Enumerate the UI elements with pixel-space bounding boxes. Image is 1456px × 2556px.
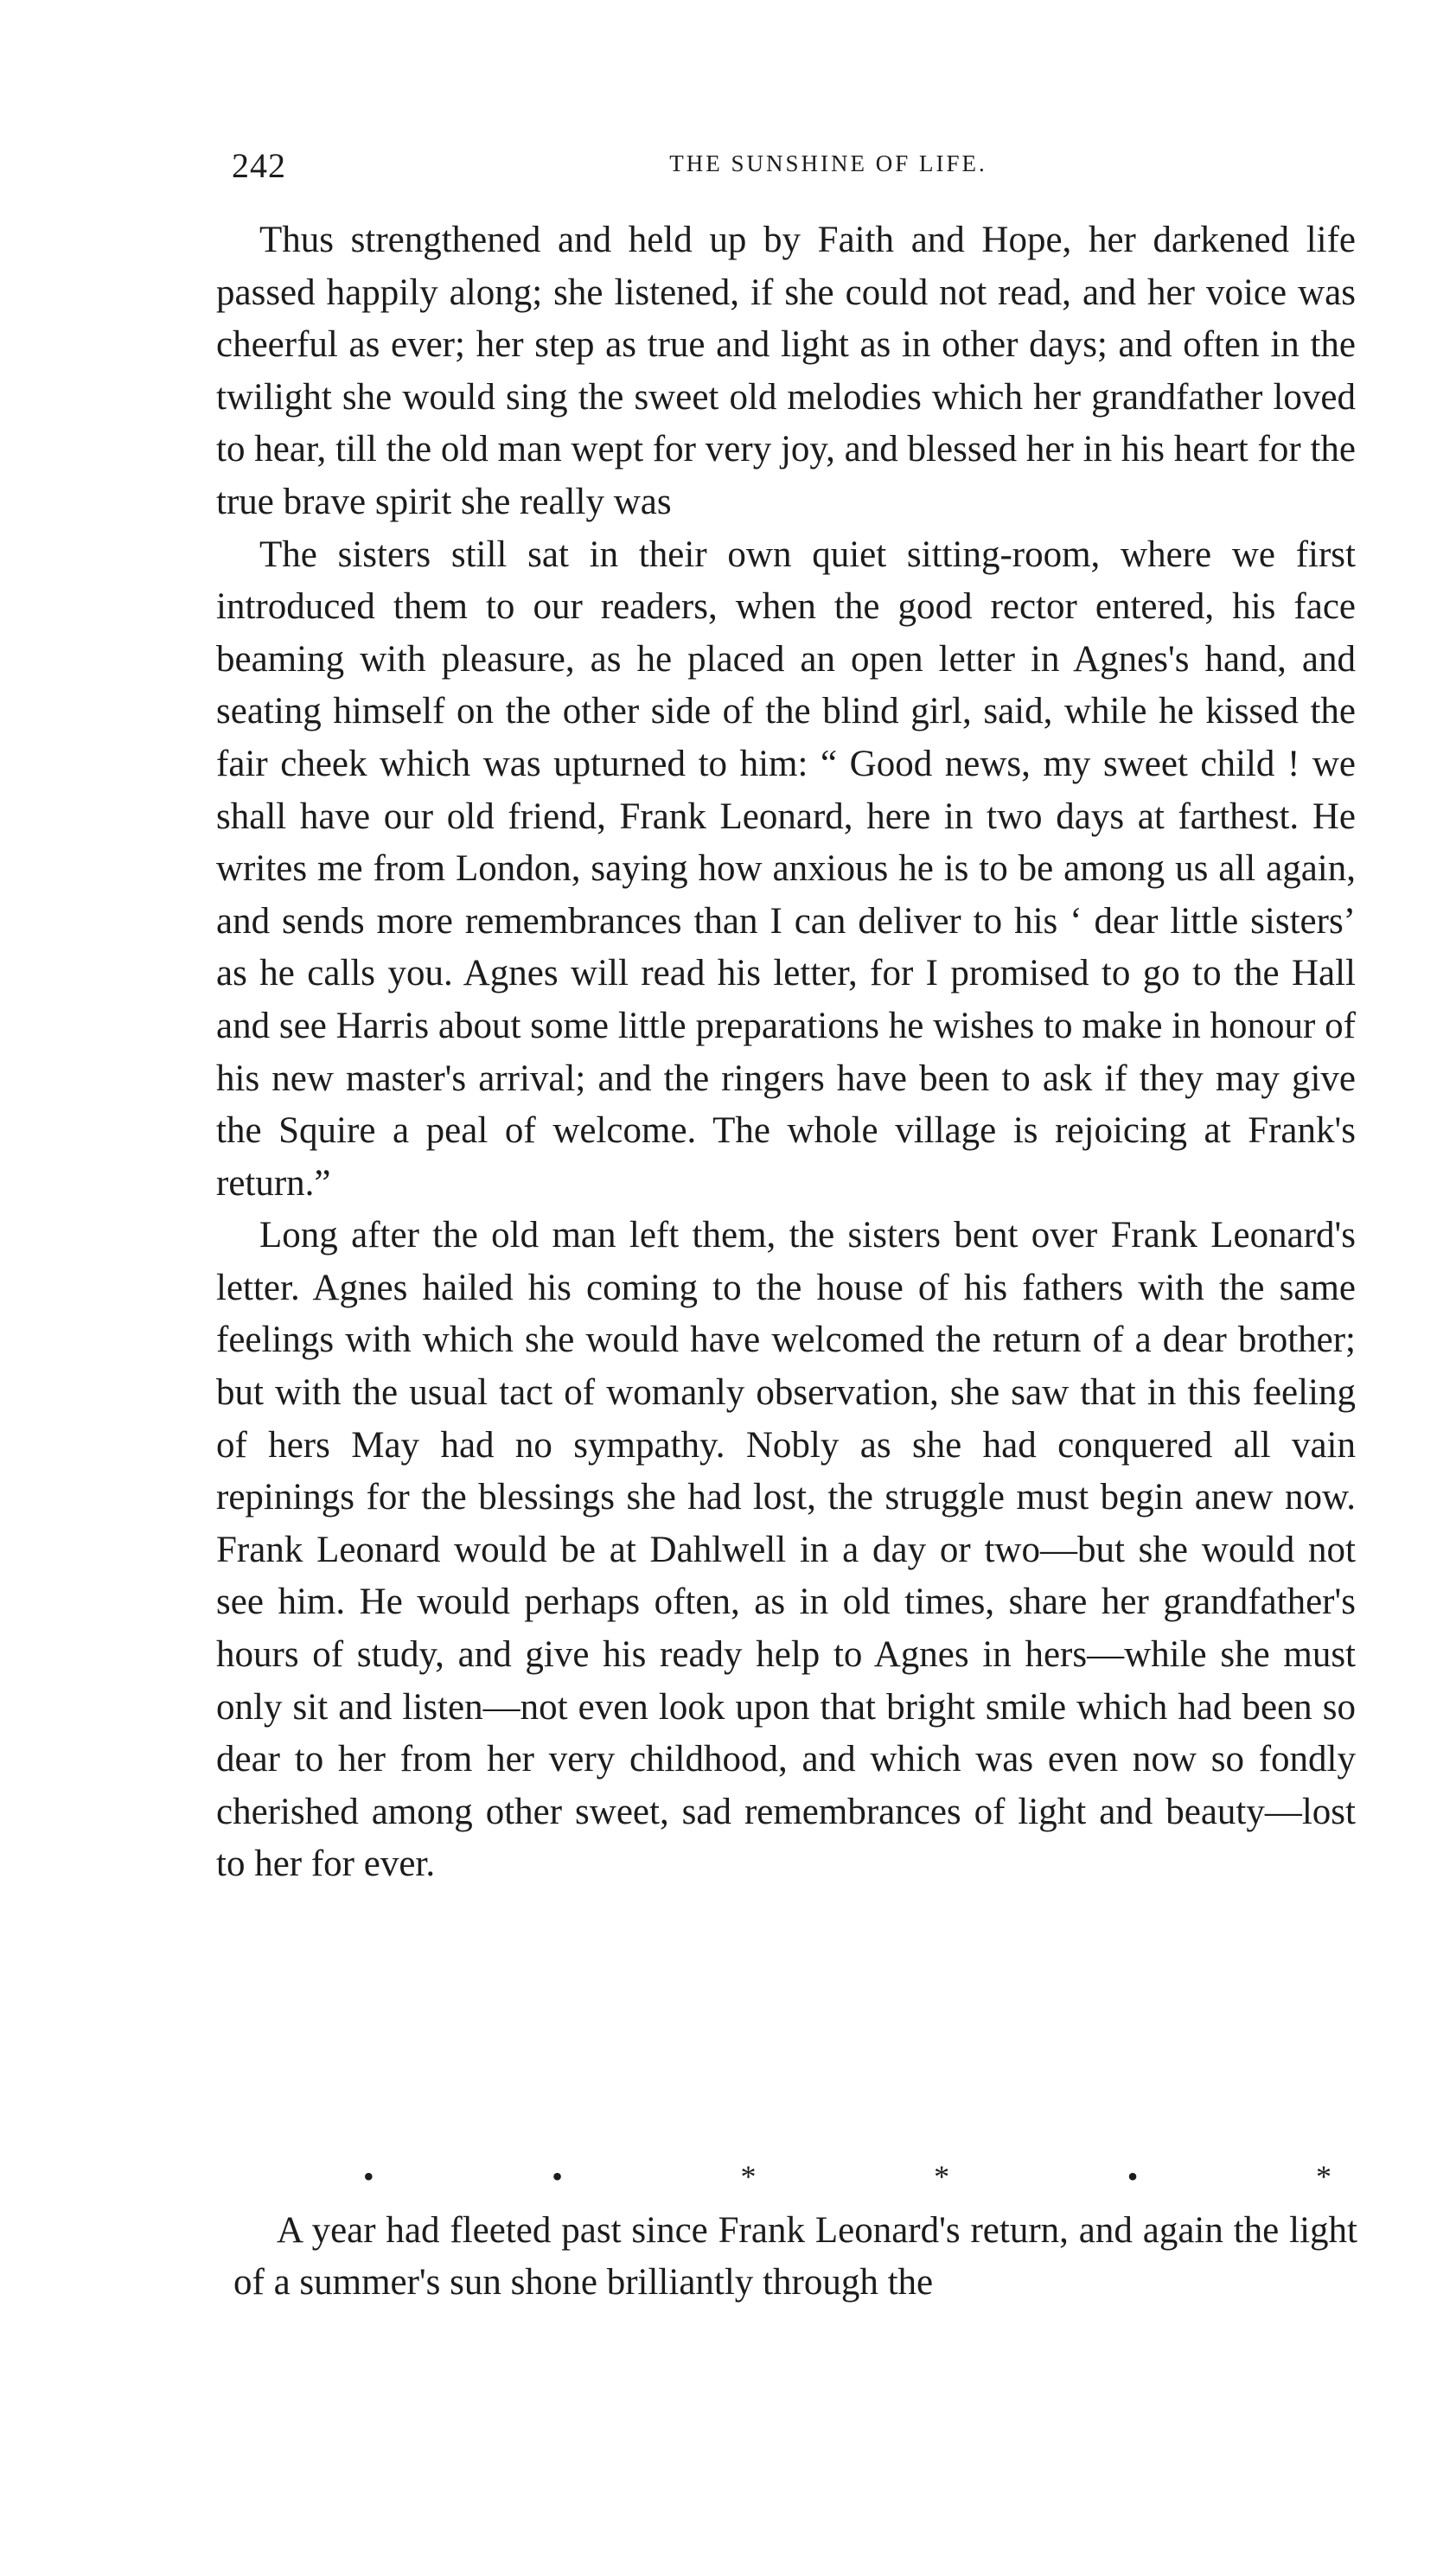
section-break-mark: • [363, 2159, 374, 2194]
section-break-mark: * [740, 2159, 757, 2194]
paragraph: The sisters still sat in their own quiet sitting-room, where we first introduced them to our readers, when the good rector entered, his face beaming with pleasure, as he placed an open letter in Agnes's hand, and seating himself on the other side of the blind girl, said, while he kissed the fair cheek which was upturned to him: “ Good news, my sweet child ! we shall have our old friend, Frank Leonard, here in two days at farthest. He writes me from London, saying how anxious he is to be among us all again, and sends more remembrances than I can deliver to his ‘ dear little sisters’ as he calls you. Agnes will read his letter, for I promised to go to the Hall and see Harris about some little preparations he wishes to make in honour of his new master's arrival; and the ringers have been to ask if they may give the Squire a peal of welcome. The whole village is rejoicing at Frank's return.” [216, 534, 1356, 1204]
section-break-mark: * [934, 2159, 950, 2194]
body-text-continued [233, 2205, 1357, 2309]
paragraph: Thus strengthened and held up by Faith and Hope, her darkened life passed happily along; she listened, if she could not read, and her voice was cheerful as ever; her step as true and light as in other days; and often in the twilight she would sing the sweet old melodies which her grandfather loved to hear, till the old man wept for very joy, and blessed her in his heart for the true brave spirit she really was [216, 220, 1356, 522]
section-break-mark: • [1127, 2159, 1139, 2194]
paragraph: A year had fleeted past since Frank Leonard's return, and again the light of a summer's sun shone brilliantly through the [233, 2210, 1357, 2303]
body-text [216, 214, 1356, 1891]
page-header [232, 145, 1364, 197]
section-break-mark: * [1315, 2159, 1331, 2194]
paragraph: Long after the old man left them, the sisters bent over Frank Leonard's letter. Agnes hailed his coming to the house of his fathers with the same feelings with which she would have welcomed the return of a dear brother; but with the usual tact of womanly observation, she saw that in this feeling of hers May had no sympathy. Nobly as she had conquered all vain repinings for the blessings she had lost, the struggle must begin anew now. Frank Leonard would be at Dahlwell in a day or two—but she would not see him. He would perhaps often, as in old times, share her grandfather's hours of study, and give his ready help to Agnes in hers—while she must only sit and listen—not even look upon that bright smile which had been so dear to her from her very childhood, and which was even now so fondly cherished among other sweet, sad remembrances of light and beauty—lost to her for ever. [216, 1215, 1356, 1885]
section-break-mark: • [552, 2159, 563, 2194]
section-break [363, 2155, 1331, 2198]
page-number: 242 [232, 146, 286, 185]
running-head: THE SUNSHINE OF LIFE. [669, 150, 987, 176]
